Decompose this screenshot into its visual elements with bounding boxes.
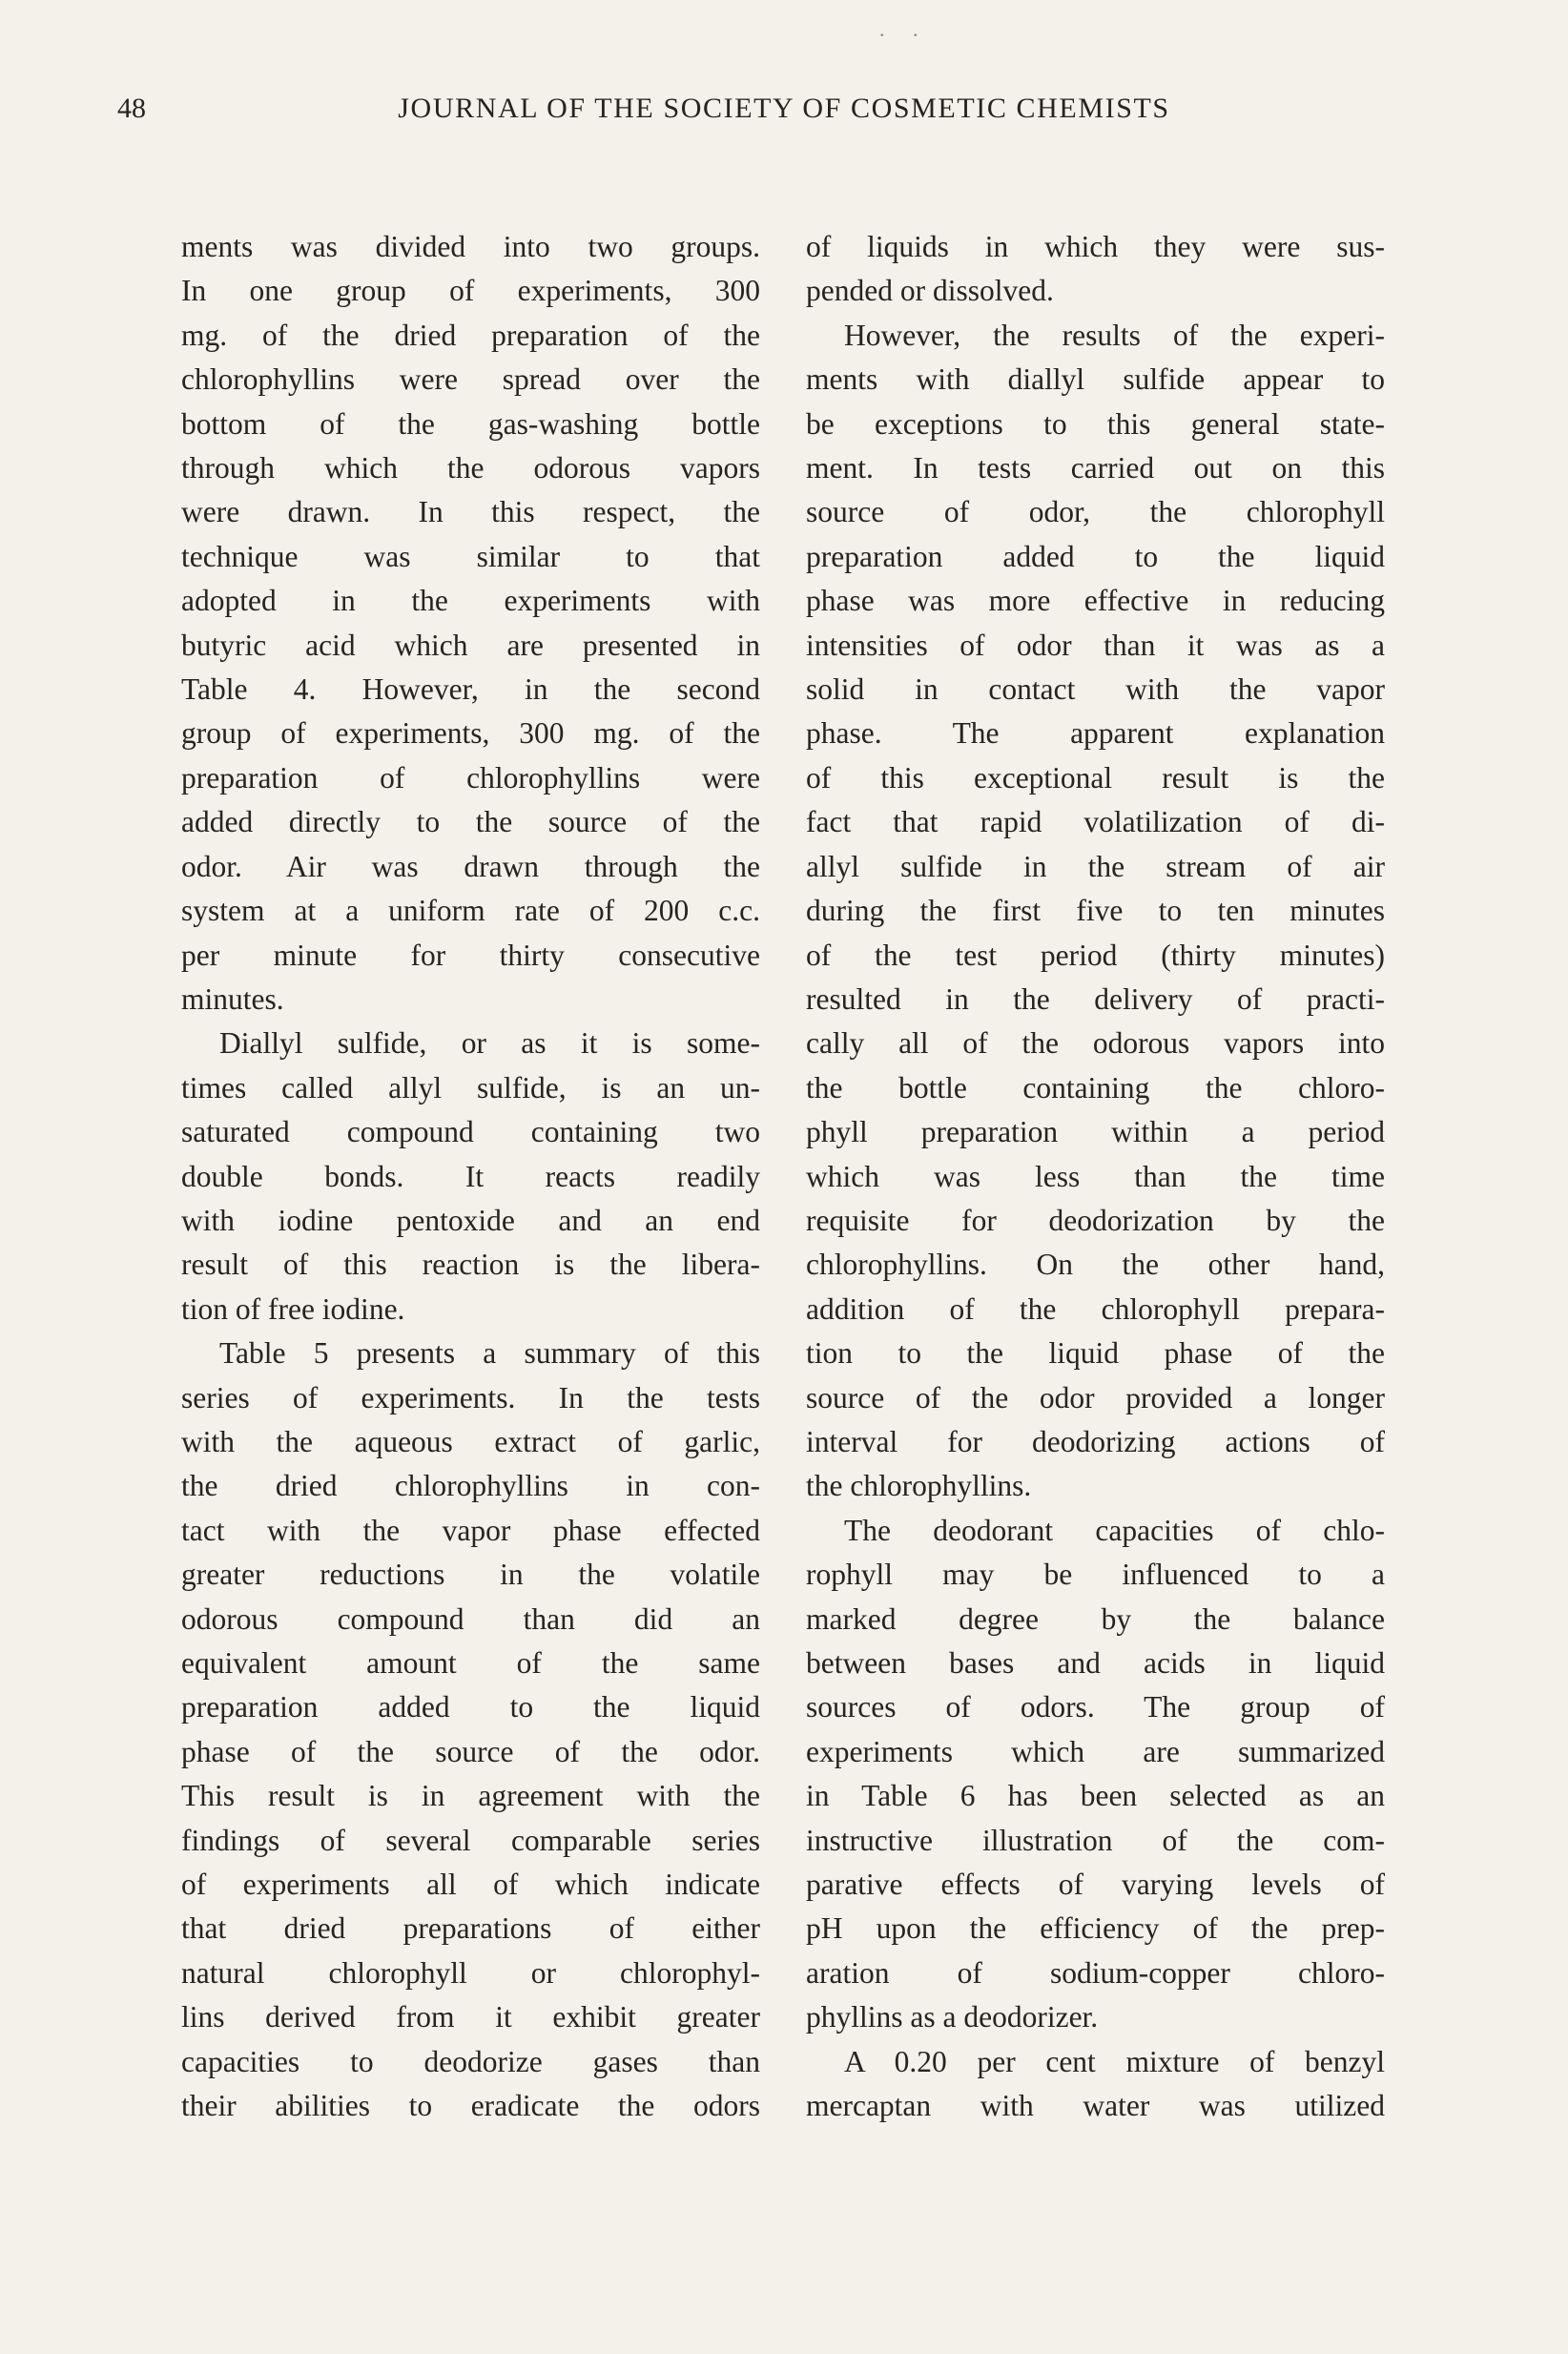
text-line: fact that rapid volatilization of di- [806,805,1385,839]
text-line: phase of the source of the odor. [181,1734,760,1768]
text-line: odor. Air was drawn through the [181,849,760,883]
text-line: technique was similar to that [181,539,760,573]
text-line: chlorophyllins. On the other hand, [806,1248,1385,1282]
text-line: phyllins as a deodorizer. [806,2000,1099,2034]
text-line: which was less than the time [806,1159,1385,1193]
text-line: preparation of chlorophyllins were [181,760,760,795]
text-line: double bonds. It reacts readily [181,1159,760,1193]
text-line: The deodorant capacities of chlo- [844,1513,1385,1547]
left-column [181,225,760,2128]
text-line: preparation added to the liquid [181,1690,760,1724]
text-line: added directly to the source of the [181,805,760,839]
text-line: requisite for deodorization by the [806,1203,1385,1237]
text-columns [181,225,1385,2128]
text-line: cally all of the odorous vapors into [806,1026,1385,1061]
text-line: ment. In tests carried out on this [806,451,1385,485]
text-line: instructive illustration of the com- [806,1823,1385,1857]
paragraph [806,1509,1385,2040]
text-line: sources of odors. The group of [806,1690,1385,1724]
text-line: mercaptan with water was utilized [806,2089,1385,2123]
paragraph [806,225,1385,314]
text-line: phase. The apparent explanation [806,716,1385,751]
text-line: through which the odorous vapors [181,451,760,485]
text-line: interval for deodorizing actions of [806,1424,1385,1458]
text-line: allyl sulfide in the stream of air [806,849,1385,883]
text-line: their abilities to eradicate the odors [181,2089,760,2123]
text-line: experiments which are summarized [806,1734,1385,1768]
text-line: series of experiments. In the tests [181,1380,760,1414]
text-line: adopted in the experiments with [181,584,760,618]
text-line: preparation added to the liquid [806,539,1385,573]
text-line: the chlorophyllins. [806,1469,1032,1503]
paragraph [806,2040,1385,2129]
text-line: intensities of odor than it was as a [806,628,1385,662]
text-line: result of this reaction is the libera- [181,1248,760,1282]
text-line: tion to the liquid phase of the [806,1336,1385,1371]
text-line: However, the results of the experi- [844,318,1385,352]
text-line: In one group of experiments, 300 [181,274,760,308]
text-line: that dried preparations of either [181,1911,760,1946]
text-line: of the test period (thirty minutes) [806,938,1385,972]
text-line: Table 4. However, in the second [181,672,760,707]
text-line: A 0.20 per cent mixture of benzyl [844,2044,1385,2078]
text-line: butyric acid which are presented in [181,628,760,662]
text-line: source of the odor provided a longer [806,1380,1385,1414]
text-line: in Table 6 has been selected as an [806,1779,1385,1813]
text-line: bottom of the gas-washing bottle [181,406,760,441]
text-line: greater reductions in the volatile [181,1558,760,1592]
text-line: of this exceptional result is the [806,760,1385,795]
text-line: of liquids in which they were sus- [806,230,1385,263]
text-line: were drawn. In this respect, the [181,495,760,529]
paragraph [181,225,760,1022]
text-line: natural chlorophyll or chlorophyl- [181,1955,760,1990]
journal-title-header: JOURNAL OF THE SOCIETY OF COSMETIC CHEMISTS [398,93,1170,124]
text-line: saturated compound containing two [181,1115,760,1149]
text-line: chlorophyllins were spread over the [181,362,760,397]
text-line: findings of several comparable series [181,1823,760,1857]
text-line: group of experiments, 300 mg. of the [181,716,760,751]
text-line: be exceptions to this general state- [806,406,1385,441]
text-line: ments with diallyl sulfide appear to [806,362,1385,397]
text-line: aration of sodium-copper chloro- [806,1955,1385,1990]
text-line: the bottle containing the chloro- [806,1070,1385,1105]
text-line: Table 5 presents a summary of this [219,1336,760,1371]
page-number: 48 [117,93,146,124]
paragraph [181,1022,760,1332]
text-line: phase was more effective in reducing [806,584,1385,618]
text-line: ments was divided into two groups. [181,230,760,263]
text-line: addition of the chlorophyll prepara- [806,1291,1385,1326]
text-line: between bases and acids in liquid [806,1646,1385,1680]
paragraph [806,314,1385,1509]
text-line: during the first five to ten minutes [806,894,1385,928]
scan-artifact-dots: . . [879,17,930,41]
text-line: Diallyl sulfide, or as it is some- [219,1026,760,1061]
text-line: solid in contact with the vapor [806,672,1385,707]
text-line: parative effects of varying levels of [806,1868,1385,1902]
text-line: rophyll may be influenced to a [806,1558,1385,1592]
text-line: resulted in the delivery of practi- [806,981,1385,1016]
text-line: times called allyl sulfide, is an un- [181,1070,760,1105]
text-line: tact with the vapor phase effected [181,1513,760,1547]
text-line: the dried chlorophyllins in con- [181,1469,760,1503]
text-line: system at a uniform rate of 200 c.c. [181,894,760,928]
text-line: pH upon the efficiency of the prep- [806,1911,1385,1946]
text-line: with the aqueous extract of garlic, [181,1424,760,1458]
right-column [806,225,1385,2128]
text-line: marked degree by the balance [806,1601,1385,1636]
text-line: per minute for thirty consecutive [181,938,760,972]
text-line: This result is in agreement with the [181,1779,760,1813]
text-line: capacities to deodorize gases than [181,2044,760,2078]
text-line: odorous compound than did an [181,1601,760,1636]
text-line: with iodine pentoxide and an end [181,1203,760,1237]
paragraph [181,1332,760,2128]
text-line: phyll preparation within a period [806,1115,1385,1149]
text-line: tion of free iodine. [181,1291,405,1326]
text-line: minutes. [181,981,284,1016]
text-line: equivalent amount of the same [181,1646,760,1680]
text-line: lins derived from it exhibit greater [181,2000,760,2034]
text-line: pended or dissolved. [806,274,1054,308]
text-line: mg. of the dried preparation of the [181,318,760,352]
text-line: source of odor, the chlorophyll [806,495,1385,529]
text-line: of experiments all of which indicate [181,1868,760,1902]
